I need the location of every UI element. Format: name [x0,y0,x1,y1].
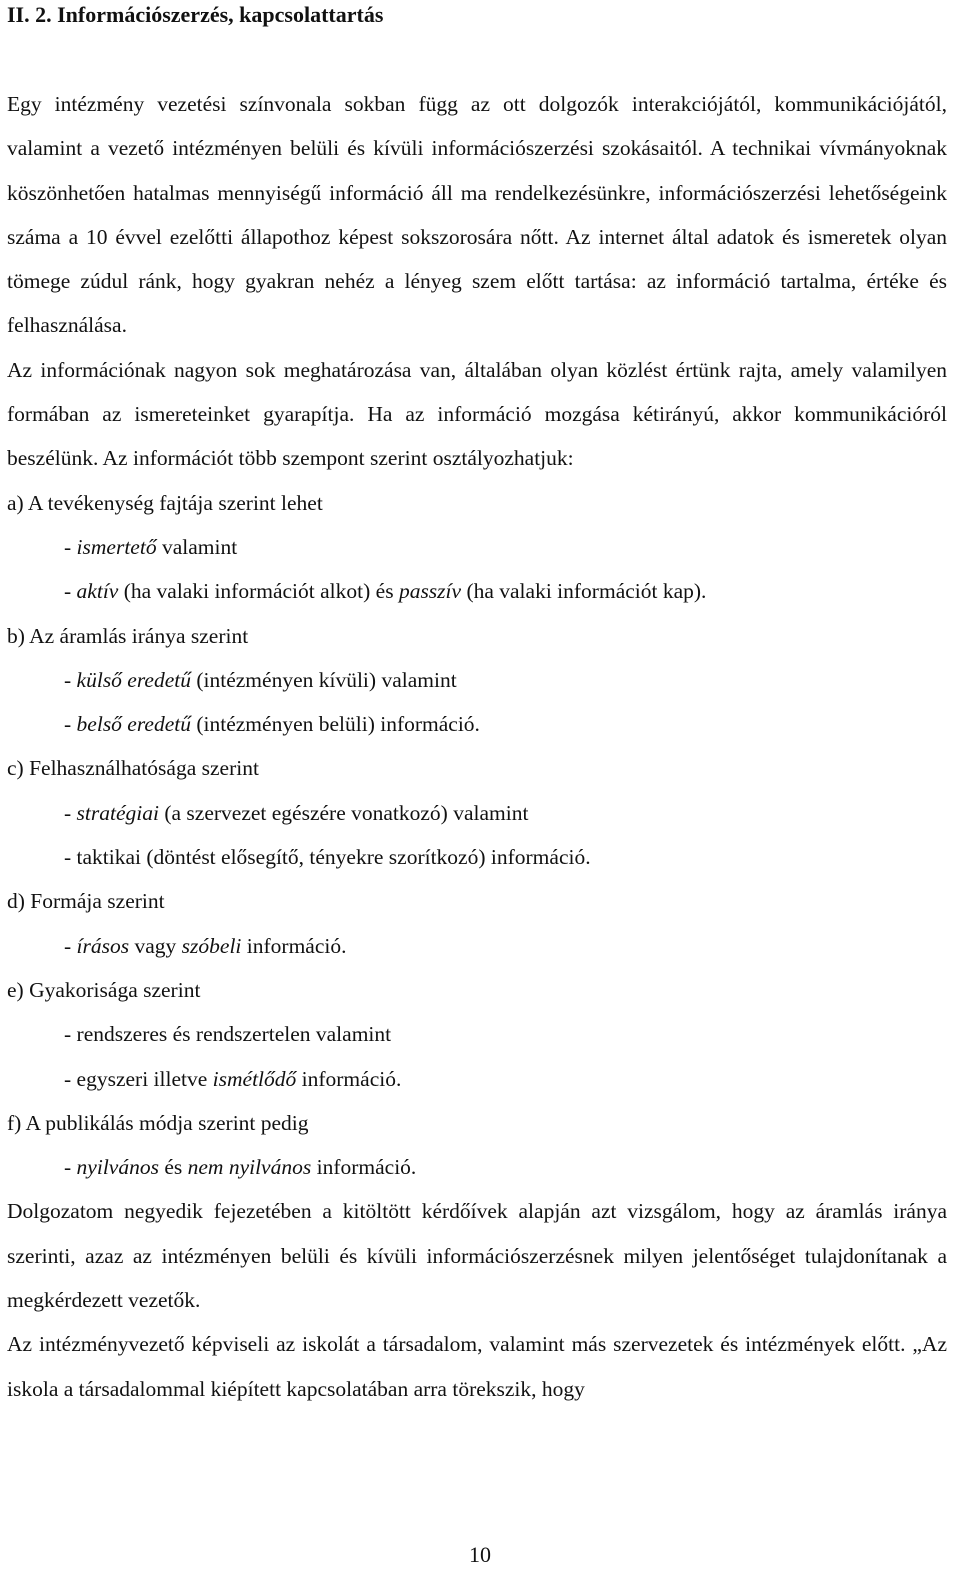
paragraph-intro: Egy intézmény vezetési színvonala sokban függ az ott dolgozók interakciójától, kommunikációjától, valamint a vezető intézményen belüli és kívüli információszerzési szokásaitól. A technikai vívmányoknak köszönhetően hatalmas mennyiségű információ áll ma rendelkezésünkre, információszerzési lehetőségeink száma a 10 évvel ezelőtti állapothoz képest sokszorosára nőtt. Az internet által adatok és ismeretek olyan tömege zúdul ránk, hogy gyakran nehéz a lényeg szem előtt tartása: az információ tartalma, értéke és felhasználása. [7,92,947,338]
list-heading-e: e) Gyakorisága szerint [7,977,201,1002]
list-item-f1: - nyilvános és nem nyilvános információ. [64,1155,417,1180]
list-heading-a: a) A tevékenység fajtája szerint lehet [7,490,323,515]
page-number: 10 [469,1542,491,1567]
list-heading-d: d) Formája szerint [7,889,165,914]
list-item-a2: - aktív (ha valaki információt alkot) és passzív (ha valaki információt kap). [64,579,707,604]
list-heading-c: c) Felhasználhatósága szerint [7,756,259,781]
section-heading: II. 2. Információszerzés, kapcsolattartás [7,2,384,27]
list-item-d1: - írásos vagy szóbeli információ. [64,933,347,958]
list-heading-f: f) A publikálás módja szerint pedig [7,1110,309,1135]
list-item-e1: - rendszeres és rendszertelen valamint [64,1022,392,1047]
list-item-c2: - taktikai (döntést elősegítő, tényekre szorítkozó) információ. [64,845,591,870]
document-body [7,82,947,1411]
paragraph-definition: Az információnak nagyon sok meghatározása van, általában olyan közlést értünk rajta, amely valamilyen formában az ismereteinket gyarapítja. Ha az információ mozgása kétirányú, akkor kommunikációról beszélünk. Az információt több szempont szerint osztályozhatjuk: [7,357,947,471]
list-item-e2: - egyszeri illetve ismétlődő információ. [64,1066,402,1091]
list-item-c1: - stratégiai (a szervezet egészére vonatkozó) valamint [64,800,529,825]
list-item-b2: - belső eredetű (intézményen belüli) információ. [64,712,480,737]
paragraph-study: Dolgozatom negyedik fejezetében a kitöltött kérdőívek alapján azt vizsgálom, hogy az áramlás iránya szerinti, azaz az intézményen belüli és kívüli információszerzésnek milyen jelentőséget tulajdonítanak a megkérdezett vezetők. [7,1199,947,1313]
list-item-b1: - külső eredetű (intézményen kívüli) valamint [64,667,457,692]
paragraph-representation: Az intézményvezető képviseli az iskolát a társadalom, valamint más szervezetek és intézmények előtt. „Az iskola a társadalommal kiépített kapcsolatában arra törekszik, hogy [7,1332,947,1401]
list-item-a1: - ismertető valamint [64,534,238,559]
list-heading-b: b) Az áramlás iránya szerint [7,623,249,648]
